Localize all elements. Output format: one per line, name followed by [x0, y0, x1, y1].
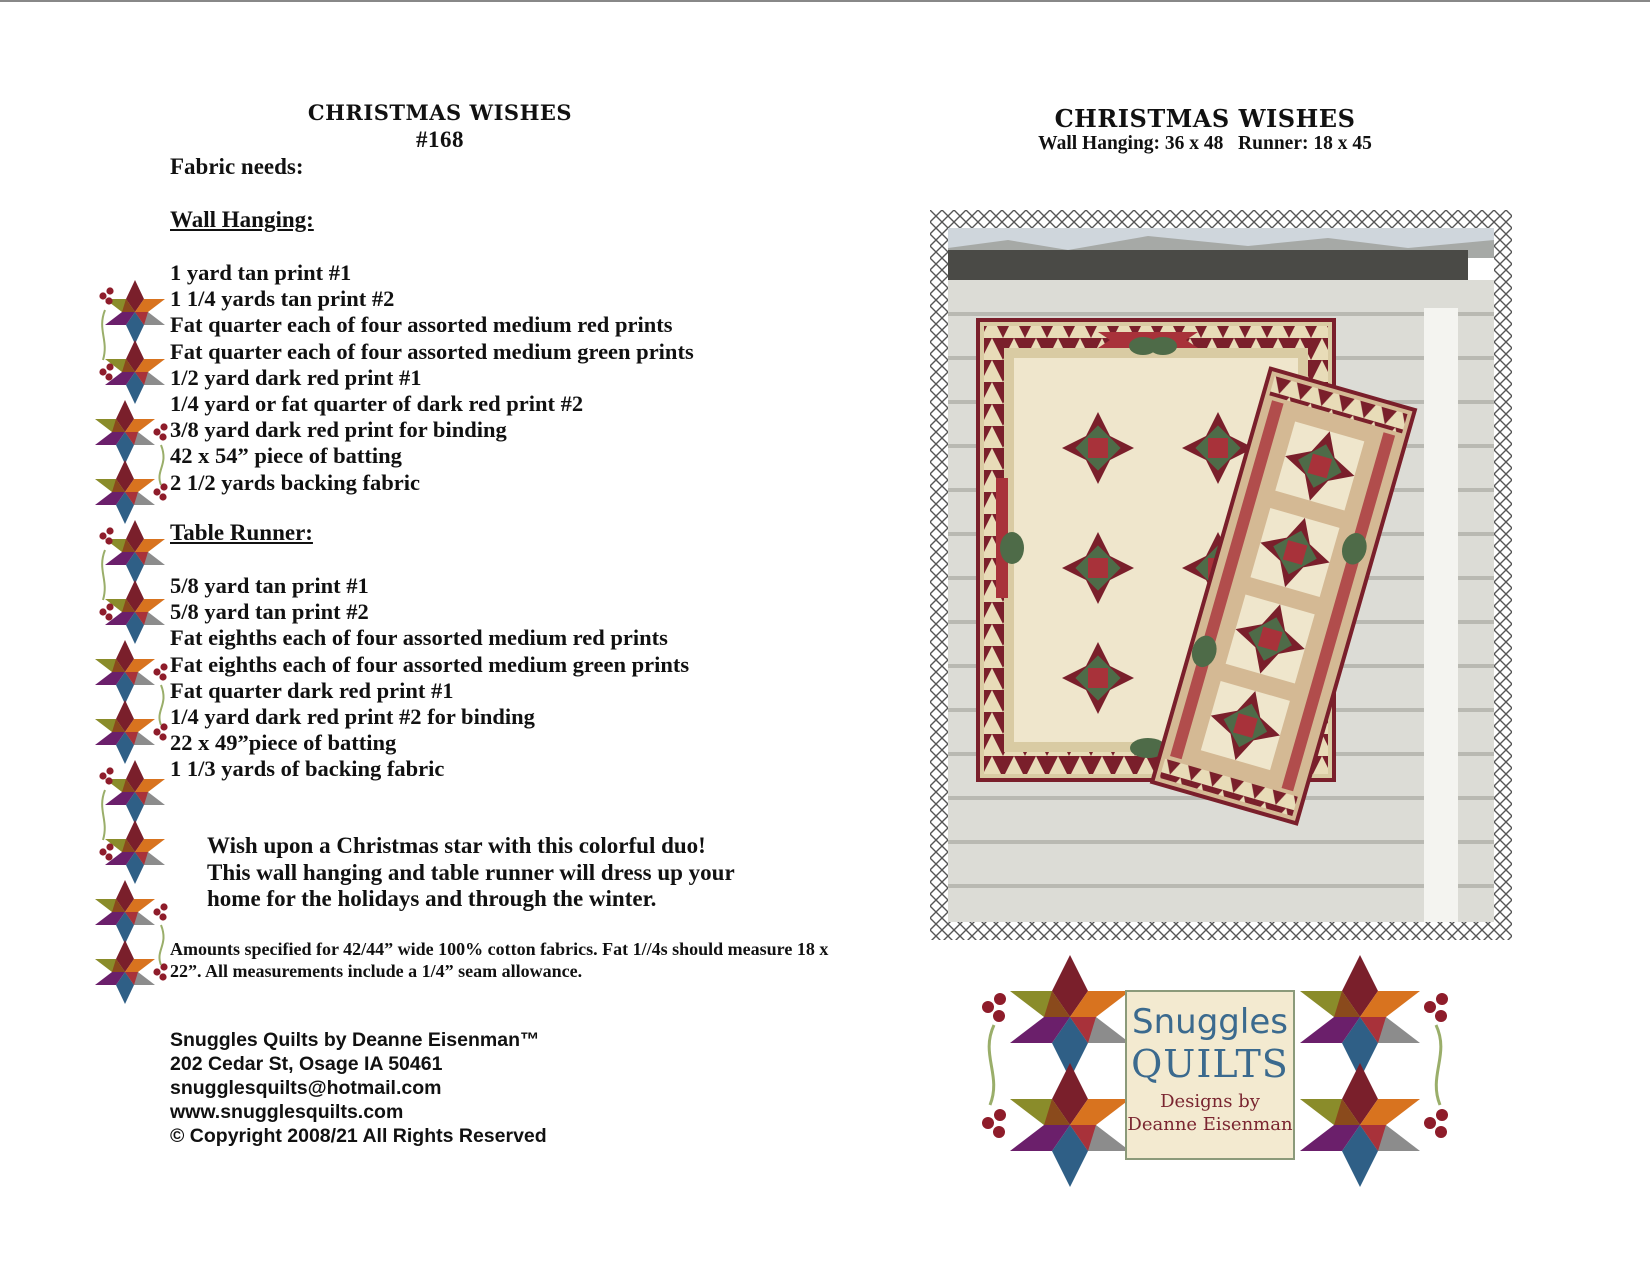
- star-group-3: [99, 520, 165, 644]
- star-group-2: [95, 400, 168, 524]
- photo-page-title: CHRISTMAS WISHES: [1054, 104, 1356, 133]
- pattern-title: [300, 100, 580, 153]
- fabric-fineprint: Amounts specified for 42/44” wide 100% cotton fabrics. Fat 1//4s should measure 18 x 22”. All measurements include a 1/4” seam allowance.: [170, 939, 829, 981]
- star-group-6: [95, 880, 168, 1004]
- snuggles-quilts-logo: [1125, 990, 1295, 1160]
- list-item: 1/4 yard dark red print #2 for binding: [170, 704, 535, 730]
- list-item: Fat quarter each of four assorted medium red prints: [170, 312, 673, 338]
- contact-block: [170, 1028, 547, 1148]
- list-item: 3/8 yard dark red print for binding: [170, 417, 507, 443]
- blurb-line: home for the holidays and through the winter.: [207, 886, 657, 911]
- quilt-photo: [948, 228, 1494, 922]
- wall-hanging-heading: Wall Hanging:: [170, 207, 314, 232]
- contact-website[interactable]: www.snugglesquilts.com: [170, 1101, 404, 1123]
- list-item: Fat eighths each of four assorted medium green prints: [170, 651, 690, 677]
- list-item: 2 1/2 yards backing fabric: [170, 469, 421, 495]
- list-item: Fat quarter each of four assorted medium green prints: [170, 338, 694, 364]
- top-rule: [0, 0, 1650, 2]
- list-item: Fat eighths each of four assorted medium red prints: [170, 625, 668, 651]
- list-item: 5/8 yard tan print #2: [170, 599, 369, 625]
- logo-line-designer: Deanne Eisenman: [1127, 1114, 1293, 1135]
- star-group-1: [99, 280, 165, 404]
- list-item: 1/4 yard or fat quarter of dark red print #2: [170, 391, 584, 417]
- list-item: Fat quarter dark red print #1: [170, 677, 454, 703]
- contact-email[interactable]: snugglesquilts@hotmail.com: [170, 1077, 442, 1099]
- pattern-number: #168: [416, 127, 464, 152]
- logo-line-designs-by: Designs by: [1160, 1091, 1260, 1112]
- fabric-needs-label: Fabric needs:: [170, 154, 304, 179]
- roof-eave: [948, 250, 1468, 280]
- star-group-4: [95, 640, 168, 764]
- table-runner-list: [170, 573, 689, 783]
- star-border-decoration: [95, 280, 170, 1010]
- blurb-line: Wish upon a Christmas star with this colorful duo!: [207, 833, 706, 858]
- finished-sizes: Wall Hanging: 36 x 48 Runner: 18 x 45: [1038, 133, 1372, 154]
- list-item: 1 yard tan print #1: [170, 260, 352, 285]
- wall-hanging-list: [170, 260, 694, 496]
- list-item: 1/2 yard dark red print #1: [170, 364, 422, 390]
- contact-address: 202 Cedar St, Osage IA 50461: [170, 1053, 443, 1075]
- logo-line-quilts: QUILTS: [1131, 1042, 1289, 1086]
- pattern-blurb: [207, 833, 807, 913]
- contact-copyright: © Copyright 2008/21 All Rights Reserved: [170, 1125, 547, 1147]
- list-item: 22 x 49”piece of batting: [170, 730, 397, 756]
- blurb-line: This wall hanging and table runner will dress up your: [207, 859, 735, 885]
- pattern-title-text: CHRISTMAS WISHES: [307, 100, 573, 125]
- table-runner-heading: Table Runner:: [170, 520, 313, 545]
- logo-line-snuggles: Snuggles: [1132, 1002, 1288, 1042]
- contact-company: Snuggles Quilts by Deanne Eisenman™: [170, 1029, 540, 1051]
- list-item: 1 1/4 yards tan print #2: [170, 286, 395, 312]
- list-item: 5/8 yard tan print #1: [170, 573, 369, 598]
- list-item: 1 1/3 yards of backing fabric: [170, 756, 445, 782]
- list-item: 42 x 54” piece of batting: [170, 443, 402, 469]
- star-group-5: [99, 760, 165, 884]
